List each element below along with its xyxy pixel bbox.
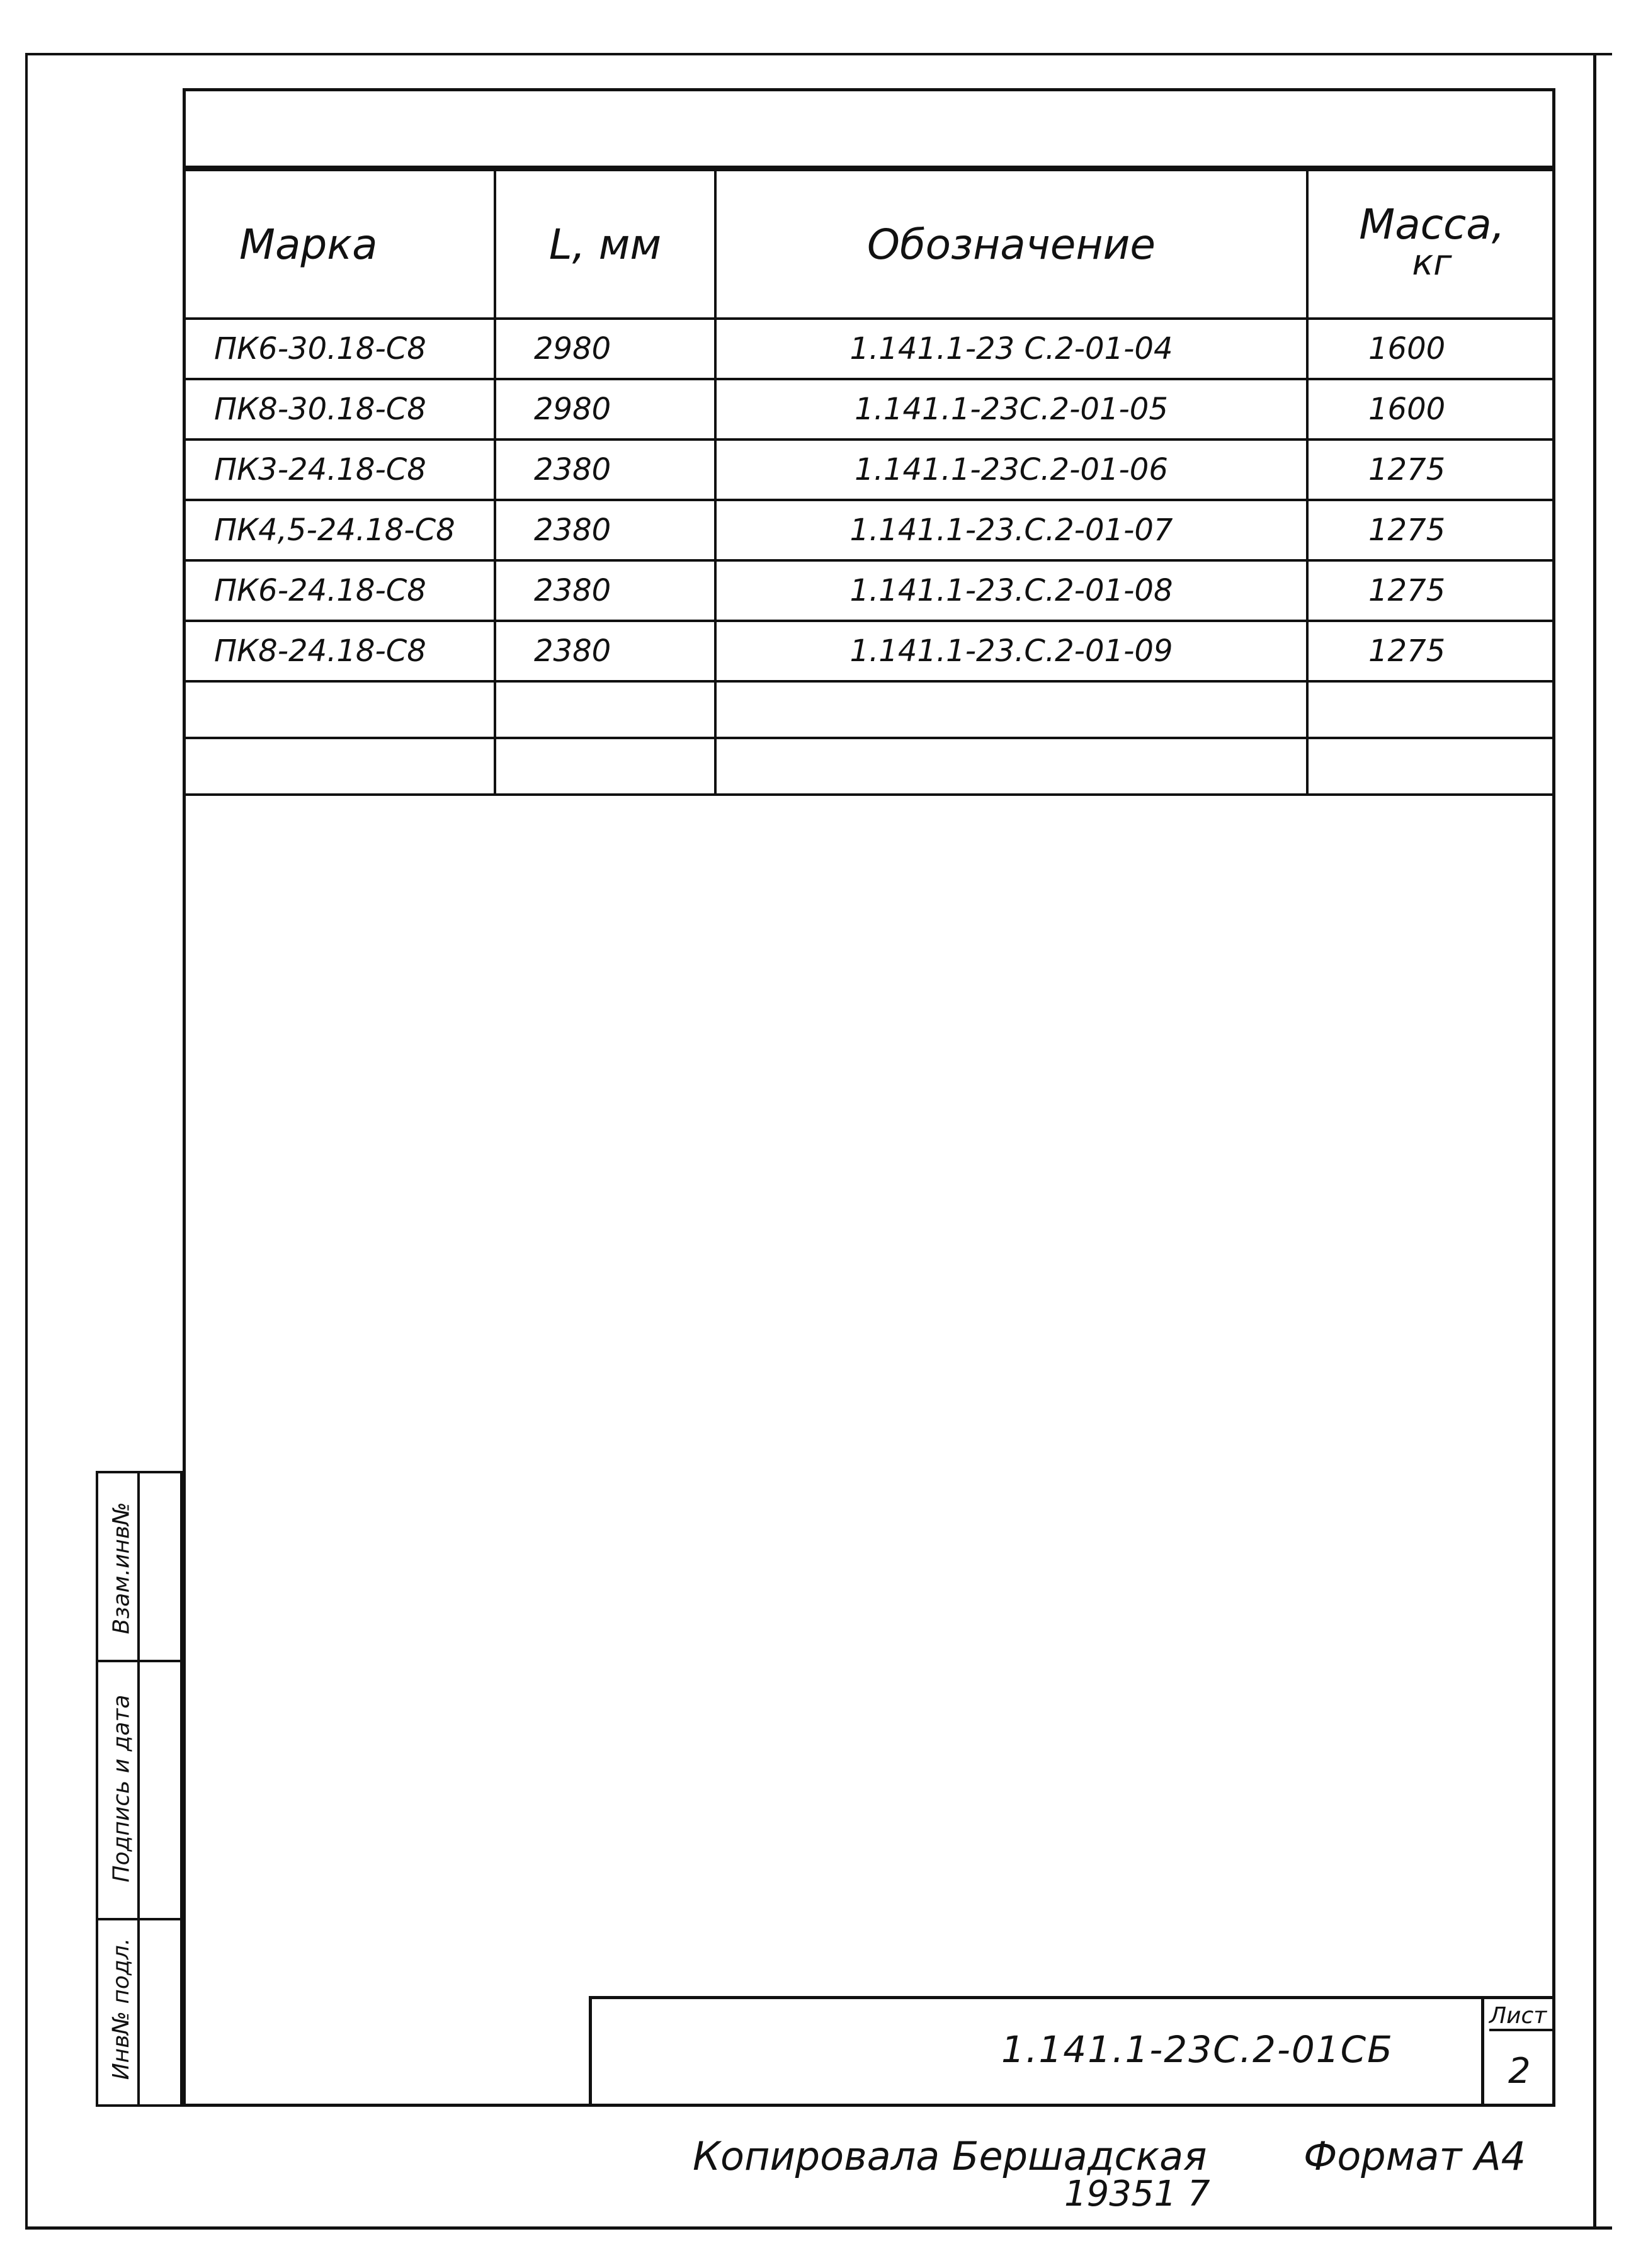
cell-mass: 1275 [1307,500,1555,560]
scan-right-edge [1593,53,1596,2229]
cell-marka: ПК6-30.18-С8 [183,319,495,379]
table-row [183,500,1555,560]
side-stamp-divider [98,1918,180,1920]
cell-mass: 1275 [1307,621,1555,681]
format-note: Формат А4 [1304,2133,1526,2179]
header-length: L, мм [495,170,715,319]
cell-length: 2380 [495,500,715,560]
cell-marka: ПК4,5-24.18-С8 [183,500,495,560]
cell-length: 2980 [495,379,715,439]
cell-marka: ПК6-24.18-С8 [183,560,495,621]
cell-length: 2380 [495,439,715,500]
cell-designation: 1.141.1-23 С.2-01-04 [715,319,1307,379]
sheet-box [1481,1999,1555,2107]
cell-designation: 1.141.1-23С.2-01-05 [715,379,1307,439]
side-label-inv-no-orig: Инв№ подл. [108,1937,135,2080]
side-stamp-divider [98,1660,180,1662]
header-mass [1307,170,1555,319]
table-row [183,319,1555,379]
scan-left-edge [25,53,28,2229]
cell-length: 2380 [495,621,715,681]
table-header-row [183,170,1555,319]
cell-designation: 1.141.1-23С.2-01-06 [715,439,1307,500]
cell-mass: 1275 [1307,439,1555,500]
cell-length: 2980 [495,319,715,379]
table-row [183,379,1555,439]
cell-marka: ПК8-24.18-С8 [183,621,495,681]
cell-mass: 1600 [1307,379,1555,439]
header-strip [183,88,1555,169]
side-stamp [96,1471,183,2107]
document-code: 1.141.1-23С.2-01СБ [1001,2028,1394,2071]
scan-bottom-edge [25,2226,1612,2230]
cell-designation: 1.141.1-23.С.2-01-09 [715,621,1307,681]
table-row-empty [183,738,1555,795]
cell-designation: 1.141.1-23.С.2-01-08 [715,560,1307,621]
side-label-replaced-inv: Взам.инв№ [108,1502,135,1635]
cell-designation: 1.141.1-23.С.2-01-07 [715,500,1307,560]
cell-marka: ПК8-30.18-С8 [183,379,495,439]
cell-length: 2380 [495,560,715,621]
header-designation: Обозначение [715,170,1307,319]
table-row [183,621,1555,681]
table-row [183,560,1555,621]
side-label-signature-date: Подпись и дата [108,1694,135,1883]
table-row [183,439,1555,500]
header-mass-line1: Масса, [1359,200,1505,249]
sheet-number: 2 [1508,2051,1531,2092]
table-row-empty [183,681,1555,738]
cell-mass: 1600 [1307,319,1555,379]
header-mass-line2: кг [1412,242,1452,283]
specification-table [183,169,1555,796]
title-block [589,1996,1555,2107]
cell-marka: ПК3-24.18-С8 [183,439,495,500]
copied-by-note: Копировала Бершадская [693,2133,1207,2179]
cell-mass: 1275 [1307,560,1555,621]
copier-id: 19351 7 [1064,2174,1210,2214]
scan-top-edge [25,53,1612,55]
header-marka: Марка [183,170,495,319]
sheet-label: Лист [1489,2003,1552,2031]
